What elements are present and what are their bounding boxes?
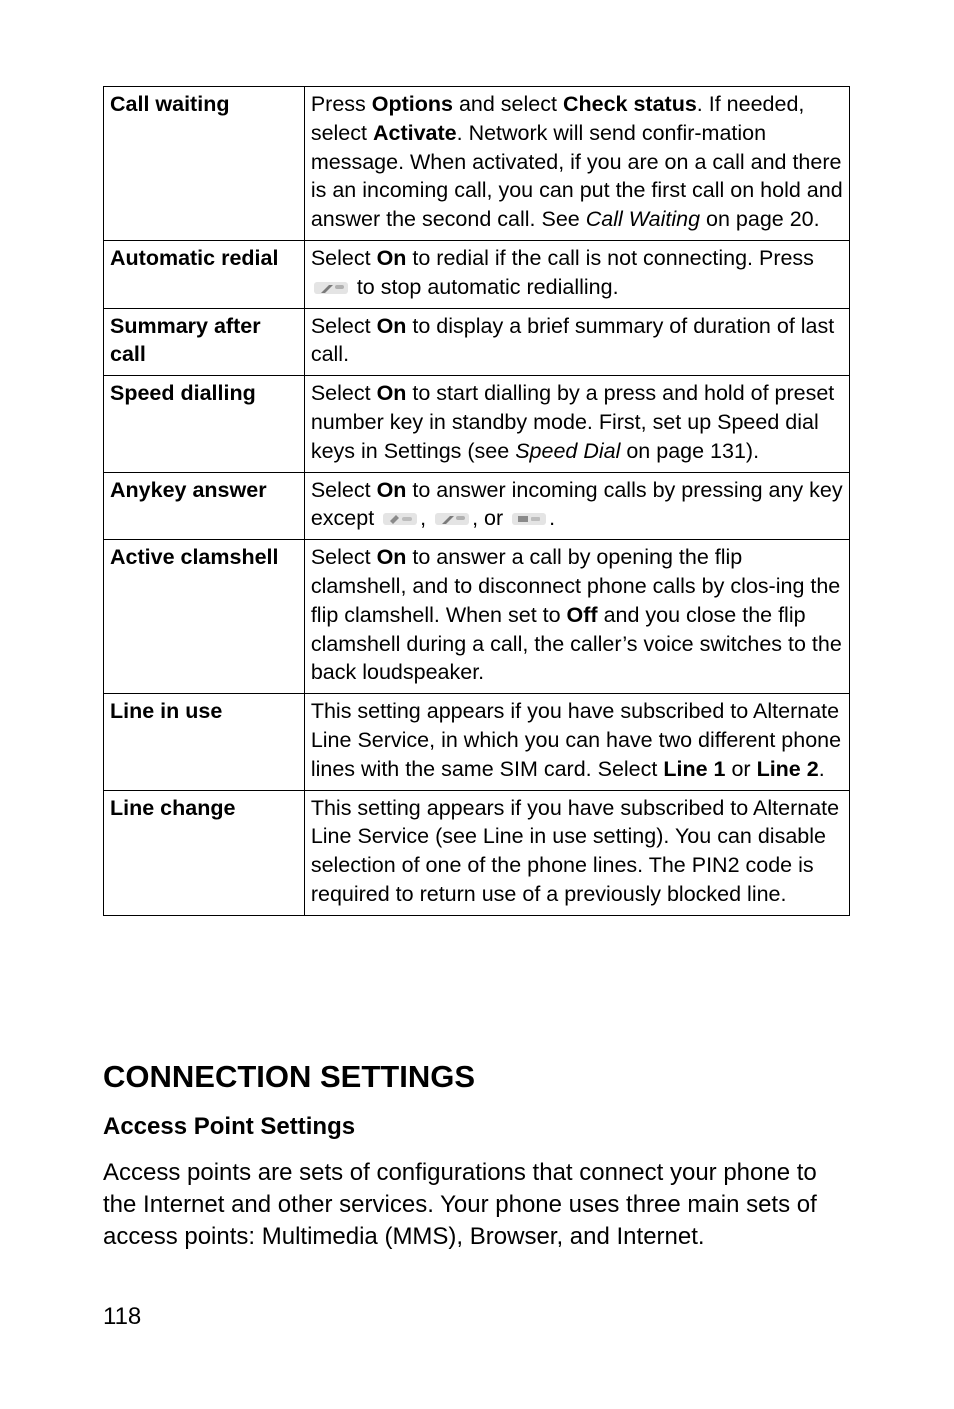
section-title: CONNECTION SETTINGS	[103, 1059, 476, 1094]
options-term: Options	[371, 92, 453, 116]
menu-key-icon	[511, 510, 547, 528]
on-term: On	[376, 381, 407, 406]
text-span: and select	[452, 92, 563, 116]
table-row	[104, 694, 850, 790]
text-span: to start dialling by a press and hold of preset number key in standby mode. First, set up Speed dial keys in Settings (see	[310, 381, 835, 463]
text-span: to answer a call by opening the flip clamshell, and to disconnect phone calls by clos-ing the flip clamshell. When set to	[310, 545, 841, 627]
activate-term: Activate	[372, 120, 457, 145]
text-span: . Network will send confir-mation message. When activated, if you are on a call and there is an incoming call, you can put the first call on hold and answer the second call. See	[310, 120, 843, 232]
text-span: on page 20.	[700, 207, 820, 232]
text-span: This setting appears if you have subscribed to Alternate Line Service (see Line in use setting). You can disable selection of one of the phone lines. The PIN2 code is required to return use of a previously blocked line.	[310, 795, 840, 906]
on-term: On	[376, 245, 407, 270]
body-paragraph: Access points are sets of configurations that connect your phone to the Internet and other services. Your phone uses three main sets of access points: Multimedia (MMS), Browser, and Internet.	[103, 1159, 817, 1250]
text-span: . If needed, select	[310, 92, 805, 145]
setting-name: Speed dialling	[104, 376, 305, 472]
settings-table	[103, 86, 850, 916]
table-row	[104, 472, 850, 540]
setting-name: Line in use	[104, 694, 305, 790]
off-term: Off	[566, 602, 598, 627]
table-row	[104, 790, 850, 915]
text-span: to redial if the call is not connecting. Press	[406, 245, 814, 270]
text-span: to answer incoming calls by pressing any key except	[310, 477, 843, 531]
send-call-key-icon	[382, 510, 418, 528]
text-span: .	[818, 756, 825, 781]
on-term: On	[376, 545, 407, 570]
setting-name: Automatic redial	[104, 240, 305, 308]
call-waiting-reference: Call Waiting	[585, 207, 701, 232]
speed-dial-reference: Speed Dial	[515, 438, 621, 463]
text-span: on page 131).	[620, 438, 760, 463]
page-number: 118	[103, 1303, 142, 1330]
text-span: and you close the flip clamshell during a call, the caller’s voice switches to the back loudspeaker.	[310, 602, 842, 685]
text-span: Select	[310, 477, 377, 502]
text-span: to display a brief summary of duration of last call.	[310, 313, 835, 367]
table-row	[104, 376, 850, 472]
text-span: or	[725, 756, 757, 781]
line-1-term: Line 1	[663, 756, 726, 781]
text-span: Select	[310, 313, 377, 338]
text-span: .	[549, 506, 556, 531]
on-term: On	[376, 477, 407, 502]
setting-description	[304, 308, 849, 376]
text-span: Select	[310, 381, 377, 406]
check-status-term: Check status	[562, 92, 697, 116]
text-span: Select	[310, 245, 377, 270]
setting-name: Line change	[104, 790, 305, 915]
text-span: Select	[310, 545, 377, 570]
text-span: , or	[472, 506, 510, 531]
setting-description	[304, 240, 849, 308]
setting-description	[304, 376, 849, 472]
table-row	[104, 87, 850, 241]
setting-name: Anykey answer	[104, 472, 305, 540]
setting-description	[304, 472, 849, 540]
end-call-key-icon	[313, 279, 349, 297]
table-row	[104, 308, 850, 376]
on-term: On	[376, 313, 407, 338]
table-row	[104, 540, 850, 694]
setting-description	[304, 694, 849, 790]
text-span: Press	[310, 92, 372, 116]
text-span: This setting appears if you have subscribed to Alternate Line Service, in which you can have two different phone lines with the same SIM card. Select	[310, 699, 842, 781]
subsection-title: Access Point Settings	[103, 1113, 356, 1140]
setting-description	[304, 790, 849, 915]
setting-description	[304, 87, 849, 241]
setting-name: Active clamshell	[104, 540, 305, 694]
setting-description	[304, 540, 849, 694]
table-row	[104, 240, 850, 308]
end-call-key-icon	[434, 510, 470, 528]
text-span: ,	[420, 506, 433, 531]
setting-name: Summary after call	[104, 308, 305, 376]
line-2-term: Line 2	[756, 756, 819, 781]
setting-name: Call waiting	[104, 87, 305, 241]
text-span: to stop automatic redialling.	[356, 274, 619, 299]
